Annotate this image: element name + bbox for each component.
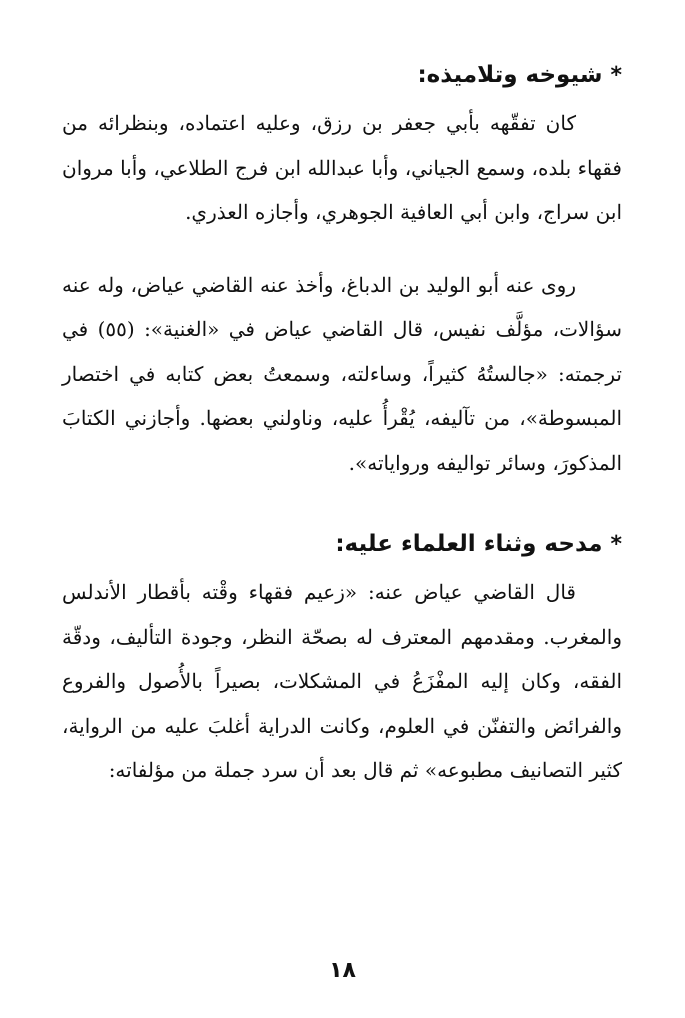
paragraph-praise: قال القاضي عياض عنه: «زعيم فقهاء وقْته بأقطار الأندلس والمغرب. ومقدمهم المعترف له بصحّة النظر، وجودة التأليف، ودقّة الفقه، وكان إليه المفْزَعُ في المشكلات، بصيراً بالأُصول والفروع والفرائض والتفنّن في العلوم، وكانت الدراية أغلبَ عليه من الرواية، كثير التصانيف مطبوعه» ثم قال بعد أن سرد جملة من مؤلفاته: <box>62 580 622 782</box>
heading-text: شيوخه وتلاميذه: <box>417 62 603 88</box>
page-number: ١٨ <box>329 958 356 983</box>
asterisk-marker: * <box>610 532 622 557</box>
paragraph-teachers: كان تفقّهه بأبي جعفر بن رزق، وعليه اعتماده، وبنظرائه من فقهاء بلده، وسمع الجياني، وأبا عبدالله ابن فرج الطلاعي، وأبا مروان ابن سراج، وابن أبي العافية الجوهري، وأجازه العذري. <box>62 111 622 224</box>
section-heading-praise <box>62 521 622 568</box>
heading-text: مدحه وثناء العلماء عليه: <box>335 531 603 557</box>
paragraph-students: روى عنه أبو الوليد بن الدباغ، وأخذ عنه القاضي عياض، وله عنه سؤالات، مؤلَّف نفيس، قال القاضي عياض في «الغنية»: (٥٥) في ترجمته: «جالستُهُ كثيراً، وساءلته، وسمعتُ بعض كتابه في اختصار المبسوطة»، من تآليفه، يُقْرأُ عليه، وناولني بعضها. وأجازني الكتابَ المذكورَ، وسائر تواليفه ورواياته». <box>62 272 622 475</box>
page-body <box>62 52 622 793</box>
asterisk-marker: * <box>610 63 622 88</box>
section-heading-teachers <box>62 52 622 99</box>
